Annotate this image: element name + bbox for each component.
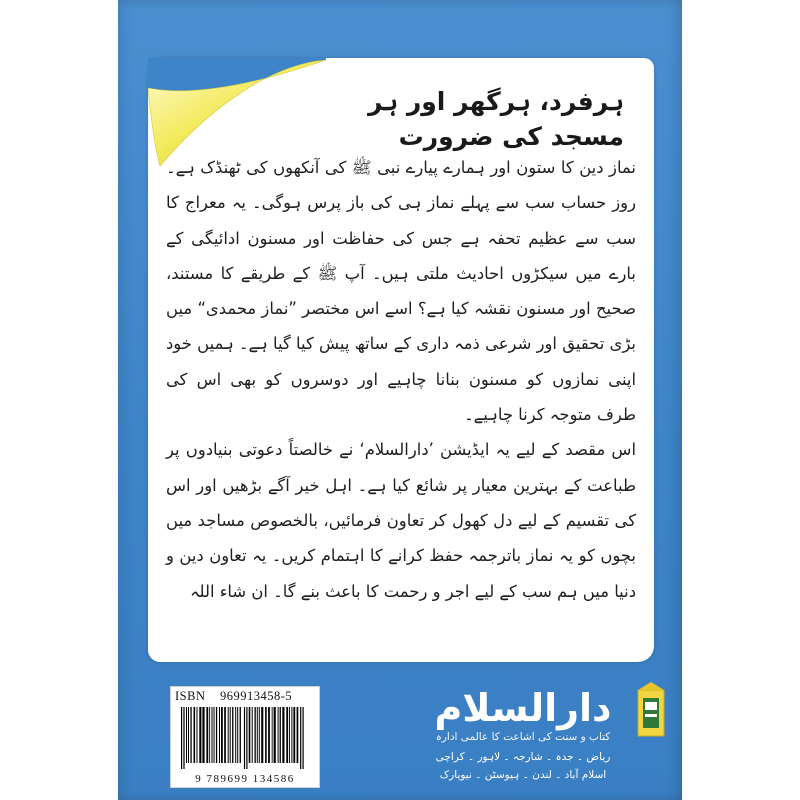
publisher-cities [416, 748, 630, 784]
isbn-line [175, 689, 315, 704]
paragraph: اس مقصد کے لیے یہ ایڈیشن ’دارالسلام‘ نے خالصتاً دعوتی بنیادوں پر طباعت کے بہترین معیار پر شائع کیا ہے۔ اہل خیر آگے بڑھیں اور اس کی تقسیم کے لیے دل کھول کر تعاون فرمائیں، بالخصوص مساجد میں بچوں کو یہ نماز باترجمہ حفظ کرانے کا اہتمام کریں۔ یہ تعاون دین و دنیا میں ہم سب کے لیے اجر و رحمت کا باعث بنے گا۔ ان شاء اللہ [166, 440, 636, 601]
publisher-block [416, 680, 630, 788]
publisher-name: دارالسلام [434, 686, 612, 730]
cities-line: اسلام آباد ۔ لندن ۔ ہیوسٹن ۔ نیویارک [439, 769, 607, 781]
body-text [166, 150, 636, 609]
isbn-number: 969913458-5 [219, 689, 293, 703]
paper-sheet [148, 58, 654, 662]
page-title: ہرفرد، ہرگھر اور ہر مسجد کی ضرورت [367, 87, 624, 151]
cities-line: ریاض ۔ جدہ ۔ شارجہ ۔ لاہور ۔ کراچی [435, 751, 611, 763]
barcode [170, 686, 320, 788]
isbn-label: ISBN [175, 689, 206, 703]
barcode-bars-icon [179, 707, 311, 769]
paragraph: نماز دین کا ستون اور ہمارے پیارے نبی ﷺ کی آنکھوں کی ٹھنڈک ہے۔ روز حساب سب سے پہلے نماز ہی کی باز پرس ہوگی۔ یہ معراج کا سب سے عظیم تحفہ ہے جس کی حفاظت اور مسنون ادائیگی کے بارے میں سیکڑوں احادیث ملتی ہیں۔ آپ ﷺ کے طریقے کا مستند، صحیح اور مسنون نقشہ کیا ہے؟ اسے اس مختصر ”نماز محمدی“ میں بڑی تحقیق اور شرعی ذمہ داری کے ساتھ پیش کیا گیا ہے۔ ہمیں خود اپنی نمازوں کو مسنون بنانا چاہیے اور دوسروں کو بھی اس کی طرف متوجہ کرنا چاہیے۔ [166, 158, 636, 425]
ean-digits: 9 789699 134586 [195, 773, 295, 785]
publisher-tagline: کتاب و سنت کی اشاعت کا عالمی ادارہ [435, 731, 611, 743]
publisher-logo-icon [636, 682, 666, 738]
